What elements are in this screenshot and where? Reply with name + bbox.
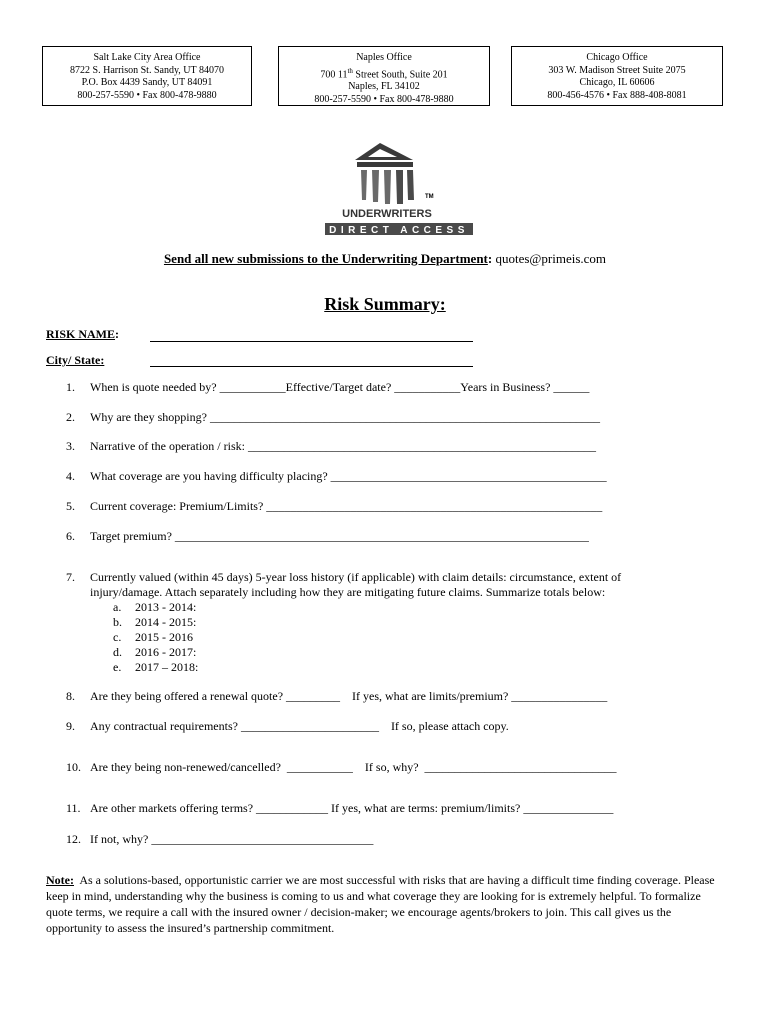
risk-name-label: RISK NAME: (46, 327, 120, 341)
office-name: Salt Lake City Area Office (93, 52, 201, 63)
question-11: 11. Are other markets offering terms? ____________ If yes, what are terms: premium/limits? _______________ (66, 801, 614, 815)
loss-year-b: b. 2014 - 2015: (113, 615, 197, 629)
question-5: 5. Current coverage: Premium/Limits? ________________________________________________________ (66, 499, 603, 513)
city-state-label: City/ State: (46, 353, 105, 367)
office-address-line1: 700 11th Street South, Suite 201 (320, 66, 448, 80)
note-text: As a solutions-based, opportunistic carrier we are most successful with risks that are having a difficult time finding coverage. Please keep in mind, understanding why the business is coming to us and what coverage they are looking for is extremely helpful. To formalize quote terms, we require a call with the insured owner / decision-maker; we encourage agents/brokers to join. This call gives us the opportunity to assess the insured’s partnership commitment. (46, 873, 715, 935)
logo-line1: UNDERWRITERS (342, 208, 432, 220)
logo-line2: DIRECT ACCESS (329, 225, 469, 236)
question-3: 3. Narrative of the operation / risk: __________________________________________________________ (66, 439, 596, 453)
submission-email[interactable]: quotes@primeis.com (495, 251, 607, 266)
office-name: Chicago Office (586, 52, 648, 63)
question-8: 8. Are they being offered a renewal quote? _________ If yes, what are limits/premium? ________________ (66, 689, 608, 703)
page-title: Risk Summary: (324, 294, 446, 314)
office-address-line2: Chicago, IL 60606 (579, 77, 655, 88)
loss-year-d: d. 2016 - 2017: (113, 645, 197, 659)
loss-year-c: c. 2015 - 2016 (113, 630, 193, 644)
office-address-line1: 8722 S. Harrison St. Sandy, UT 84070 (70, 64, 224, 76)
trademark: TM (425, 194, 434, 200)
office-name: Naples Office (356, 52, 412, 63)
question-6: 6. Target premium? _____________________________________________________________________ (66, 529, 589, 543)
loss-year-e: e. 2017 – 2018: (113, 660, 199, 674)
office-phone: 800-456-4576 • Fax 888-408-8081 (547, 89, 687, 101)
question-1: 1. When is quote needed by? ___________Effective/Target date? ___________Years in Business? ______ (66, 380, 590, 394)
office-address-line2: P.O. Box 4439 Sandy, UT 84091 (81, 77, 213, 88)
submission-label: Send all new submissions to the Underwriting Department (163, 251, 488, 266)
question-10: 10. Are they being non-renewed/cancelled? ___________ If so, why? ________________________________ (66, 760, 617, 774)
office-box-salt-lake (42, 46, 252, 106)
office-phone: 800-257-5590 • Fax 800-478-9880 (314, 93, 454, 105)
question-12: 12. If not, why? _____________________________________ (66, 832, 374, 846)
loss-year-a: a. 2013 - 2014: (113, 600, 197, 614)
question-9: 9. Any contractual requirements? _______________________ If so, please attach copy. (66, 719, 509, 733)
office-box-naples (278, 46, 490, 106)
question-7-line2: injury/damage. Attach separately including how they are mitigating future claims. Summarize totals below: (90, 585, 606, 599)
office-address-line2: Naples, FL 34102 (348, 81, 420, 93)
office-phone: 800-257-5590 • Fax 800-478-9880 (77, 89, 217, 101)
city-state-field[interactable] (150, 366, 473, 367)
risk-name-field[interactable] (150, 341, 473, 342)
office-box-chicago (511, 46, 723, 106)
building-icon (355, 143, 414, 204)
underwriters-direct-access-logo (325, 140, 475, 240)
submission-instruction: Send all new submissions to the Underwriting Department: quotes@primeis.com (163, 251, 607, 266)
office-address-line1: 303 W. Madison Street Suite 2075 (548, 64, 686, 76)
question-7: 7. Currently valued (within 45 days) 5-year loss history (if applicable) with claim details: circumstance, extent of (66, 570, 622, 584)
note-paragraph (46, 872, 726, 936)
question-4: 4. What coverage are you having difficulty placing? ______________________________________________ (66, 469, 607, 483)
question-2: 2. Why are they shopping? _________________________________________________________________ (66, 410, 600, 424)
note-label: Note: (46, 873, 74, 887)
